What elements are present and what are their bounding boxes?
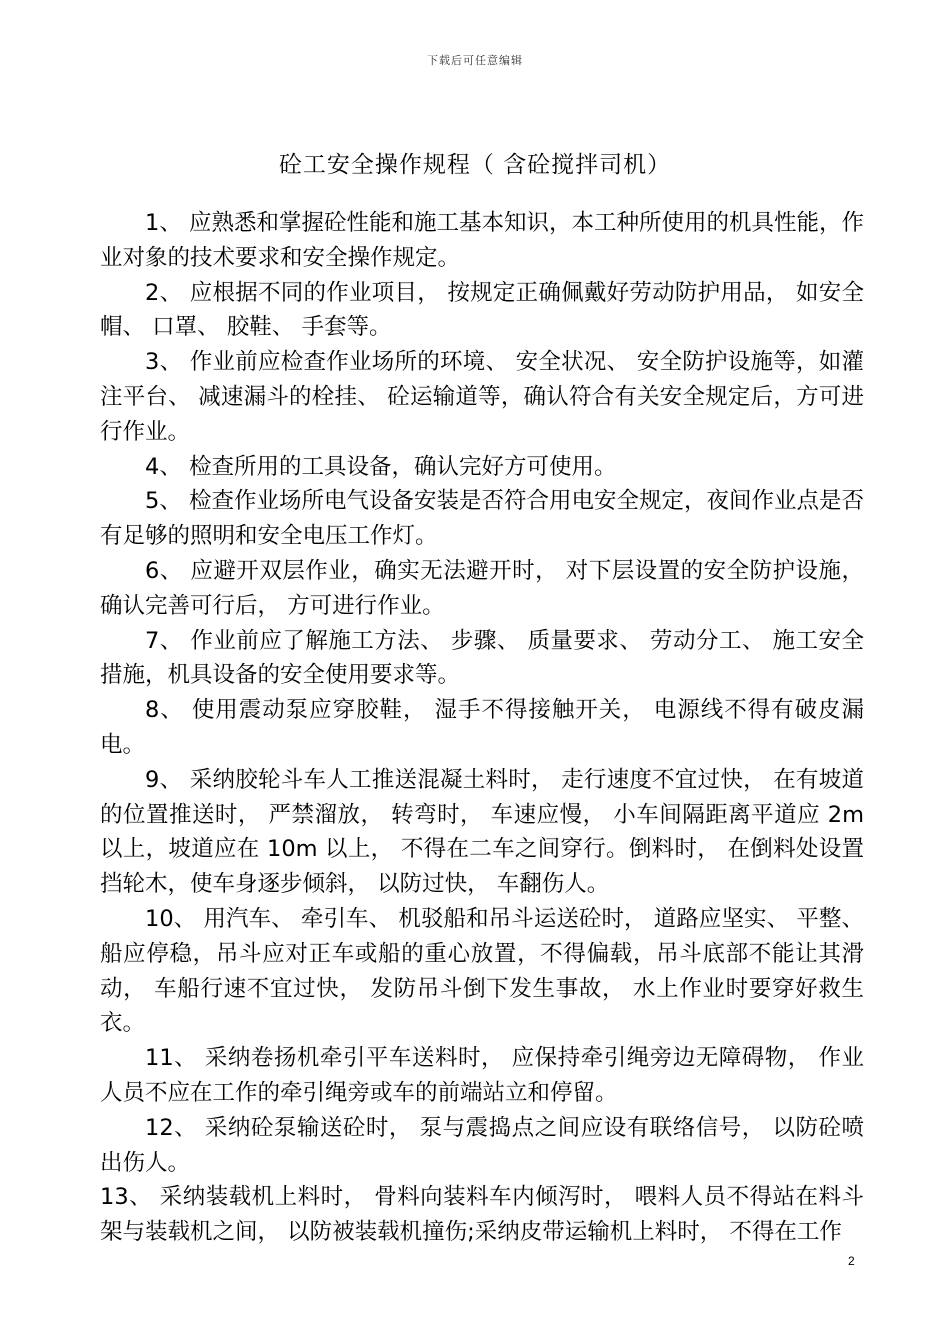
paragraph-9: 9、 采纳胶轮斗车人工推送混凝土料时， 走行速度不宜过快， 在有坡道的位置推送时， 严禁溜放， 转弯时， 车速应慢， 小车间隔距离平道应 2m 以上，坡道应在 10m 以上， 不得在二车之间穿行。倒料时， 在倒料处设置挡轮木，使车身逐步倾斜， 以防过快， 车翻伤人。 — [100, 766, 864, 898]
header-note: 下载后可任意编辑 — [427, 54, 523, 67]
page-number: 2 — [848, 1254, 855, 1268]
paragraph-8: 8、 使用震动泵应穿胶鞋， 湿手不得接触开关， 电源线不得有破皮漏电。 — [100, 697, 864, 758]
document-body — [100, 206, 864, 1250]
paragraph-5: 5、 检查作业场所电气设备安装是否符合用电安全规定，夜间作业点是否有足够的照明和安全电压工作灯。 — [100, 488, 864, 550]
paragraph-10: 10、 用汽车、 牵引车、 机驳船和吊斗运送砼时， 道路应坚实、 平整、 船应停稳，吊斗应对正车或船的重心放置，不得偏载，吊斗底部不能让其滑动， 车船行速不宜过快， 发防吊斗倒下发生事故， 水上作业时要穿好救生衣。 — [100, 905, 864, 1037]
paragraph-3: 3、 作业前应检查作业场所的环境、 安全状况、 安全防护设施等，如灌注平台、 减速漏斗的栓挂、 砼运输道等，确认符合有关安全规定后，方可进行作业。 — [100, 349, 864, 445]
paragraph-13: 13、 采纳装载机上料时， 骨料向装料车内倾泻时， 喂料人员不得站在料斗架与装载机之间， 以防被装载机撞伤;采纳皮带运输机上料时， 不得在工作 — [100, 1184, 864, 1246]
paragraph-11: 11、 采纳卷扬机牵引平车送料时， 应保持牵引绳旁边无障碍物， 作业人员不应在工作的牵引绳旁或车的前端站立和停留。 — [100, 1045, 864, 1106]
paragraph-1: 1、 应熟悉和掌握砼性能和施工基本知识，本工种所使用的机具性能，作业对象的技术要求和安全操作规定。 — [100, 210, 864, 271]
paragraph-2: 2、 应根据不同的作业项目， 按规定正确佩戴好劳动防护用品， 如安全帽、 口罩、 胶鞋、 手套等。 — [100, 279, 864, 341]
document-title: 砼工安全操作规程（ 含砼搅拌司机） — [278, 152, 672, 178]
paragraph-6: 6、 应避开双层作业，确实无法避开时， 对下层设置的安全防护设施，确认完善可行后， 方可进行作业。 — [100, 557, 864, 619]
paragraph-7: 7、 作业前应了解施工方法、 步骤、 质量要求、 劳动分工、 施工安全措施，机具设备的安全使用要求等。 — [100, 627, 864, 689]
paragraph-4: 4、 检查所用的工具设备，确认完好方可使用。 — [145, 453, 617, 480]
paragraph-12: 12、 采纳砼泵输送砼时， 泵与震捣点之间应设有联络信号， 以防砼喷出伤人。 — [100, 1114, 864, 1176]
